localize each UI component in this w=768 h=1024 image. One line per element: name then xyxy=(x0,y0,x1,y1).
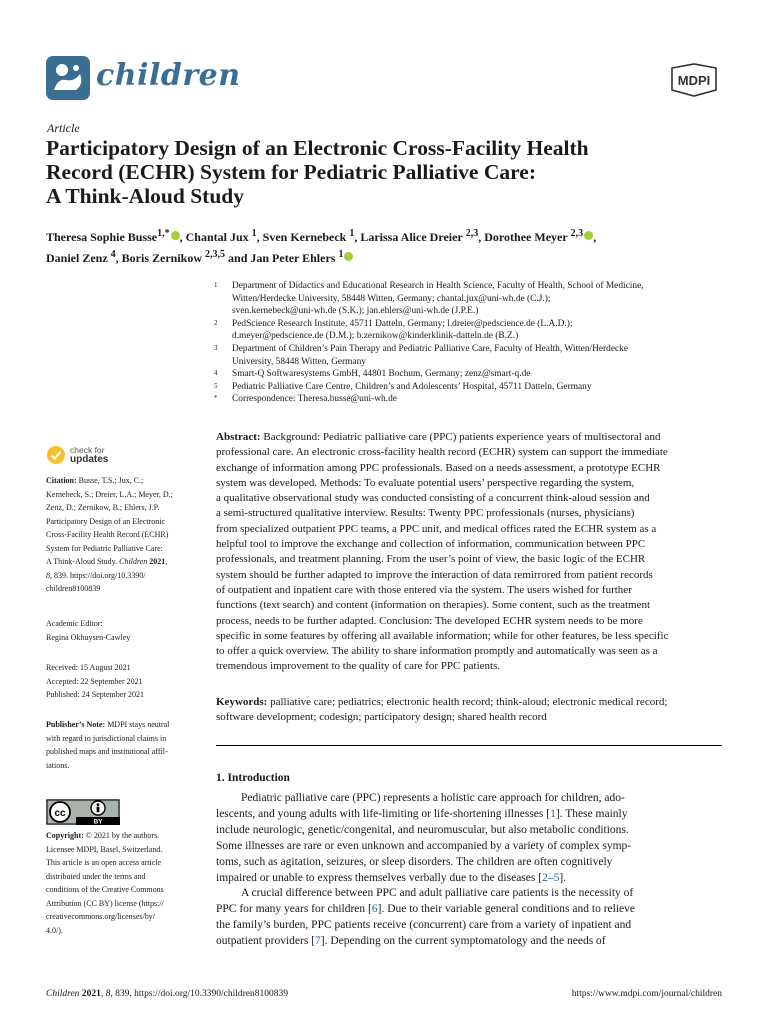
footer-citation: Children 2021, 8, 839. https://doi.org/10.3390/children8100839 xyxy=(46,989,288,999)
author-name[interactable]: , Dorothee Meyer xyxy=(478,230,568,244)
license-link[interactable]: creativecommons.org/licenses/by/ xyxy=(46,912,155,921)
citation-doi-link[interactable]: , 839. https://doi.org/10.3390/ xyxy=(50,570,146,580)
publisher-note: Publisher’s Note: MDPI stays neutral with regard to jurisdictional claims in published maps and institutional affil- iations. xyxy=(46,720,170,770)
author-name[interactable]: , Chantal Jux xyxy=(179,230,249,244)
footer-doi-link[interactable]: , 839. https://doi.org/10.3390/children8100839 xyxy=(110,989,288,999)
section-divider xyxy=(216,745,722,746)
citation-block: Citation: Busse, T.S.; Jux, C.; Kernebeck, S.; Dreier, L.A.; Meyer, D.; Zenz, D.; Zernikow, B.; Ehlers, J.P. Participatory Design of an Electronic Cross-Facility Health Record (ECHR) System for Pediatric Palliative Care: A Think-Aloud Study. Children 2021, 8, 839. https://doi.org/10.3390/ children8100839 xyxy=(46,474,202,596)
affiliation-item: 1 Department of Didactics and Educational Research in Health Science, Faculty of Health, School of Medicine, Witten/Herdecke University, 58448 Witten, Germany; chantal.jux@uni-wh.de (C.J.); sven.kernebeck@uni-wh.de (S.K.); jan.ehlers@uni-wh.de (J.P.E.) xyxy=(214,281,644,317)
citation-doi-link[interactable]: children8100839 xyxy=(46,584,101,593)
check-for-updates-button[interactable]: check for updates xyxy=(46,444,166,468)
reference-link[interactable]: 6 xyxy=(371,903,378,916)
author-list: Theresa Sophie Busse$^{1,*}$ , Chantal Jux $^1$, Sven Kernebeck $^1$, Larissa Alice Dreier $^{2,3}$, Dorothee Meyer $^{2,3}$ , Daniel Zenz $^4$, Boris Zernikow $^{2,3,5}$ and Jan Peter Ehlers $^1$ xyxy=(46,228,597,265)
journal-name: children xyxy=(96,58,241,93)
affiliations xyxy=(214,280,734,406)
correspondence: * Correspondence: Theresa.busse@uni-wh.de xyxy=(214,394,397,405)
svg-text:cc: cc xyxy=(54,808,66,819)
license-link[interactable]: Attribution (CC BY) license (https:// xyxy=(46,898,164,908)
journal-logo-icon xyxy=(46,56,90,100)
introduction-body: Pediatric palliative care (PPC) represents a holistic care approach for children, ado- lescents, and young adults with life-limiting or life-shortening illnesses [1]. These mainly include neurologic, genetic/congenital, and neuromuscular, but also metabolic conditions. Some illnesses are rare or even unknown and accompanied by a variety of complex symp- toms, such as agitation, seizures, or sleep disorders. The children are often cognitively impaired or unable to express themselves verbally due to the diseases [2–5]. A crucial difference between PPC and adult palliative care patients is the necessity of PPC for many years for children [6]. Due to their variable general conditions and to relieve the family’s burden, PPC patients receive (concurrent) care from a variety of inpatient and outpatient providers [7]. Depending on the current symptomatology and the needs of xyxy=(216,792,635,948)
author-name[interactable]: Theresa Sophie Busse xyxy=(46,230,158,244)
published-date: Published: 24 September 2021 xyxy=(46,690,144,699)
keywords: Keywords: palliative care; pediatrics; electronic health record; think-aloud; electronic medical record; software development; codesign; participatory design; shared health record xyxy=(216,696,668,724)
affiliation-item: 4 Smart-Q Softwaresystems GmbH, 44801 Bochum, Germany; zenz@smart-q.de xyxy=(214,369,531,380)
publisher-logo-icon xyxy=(666,62,722,98)
accepted-date: Accepted: 22 September 2021 xyxy=(46,676,143,686)
author-name[interactable]: Daniel Zenz xyxy=(46,251,108,265)
svg-text:BY: BY xyxy=(93,818,103,825)
author-name[interactable]: , Sven Kernebeck xyxy=(256,230,347,244)
orcid-icon[interactable] xyxy=(344,252,353,261)
reference-link[interactable]: 1 xyxy=(550,807,556,820)
orcid-icon[interactable] xyxy=(584,231,593,240)
received-date: Received: 15 August 2021 xyxy=(46,663,131,672)
article-title xyxy=(46,136,726,208)
reference-link[interactable]: 2–5 xyxy=(542,871,560,884)
affiliation-item: 5 Pediatric Palliative Care Centre, Children’s and Adolescents’ Hospital, 45711 Datteln, Germany xyxy=(214,381,592,392)
section-heading: 1. Introduction xyxy=(216,772,290,784)
check-updates-icon xyxy=(46,445,66,465)
title-line: A Think-Aloud Study xyxy=(46,184,244,208)
academic-editor: Academic Editor: Regina Okhuysen-Cawley xyxy=(46,619,131,642)
keywords-label: Keywords: xyxy=(216,696,268,708)
abstract-label: Abstract: xyxy=(216,431,261,443)
article-type: Article xyxy=(47,121,80,135)
author-name[interactable]: , Larissa Alice Dreier xyxy=(354,230,463,244)
affiliation-item: 3 Department of Children’s Pain Therapy and Pediatric Palliative Care, Faculty of Health, Witten/Herdecke University, 58448 Witten, Germany xyxy=(214,343,629,367)
affiliation-item: 2 PedScience Research Institute, 45711 Datteln, Germany; l.dreier@pedscience.de (L.A.D.); d.meyer@pedscience.de (D.M.); b.zernikow@kinderklinik-datteln.de (B.Z.) xyxy=(214,318,573,342)
title-line: Participatory Design of an Electronic Cross-Facility Health xyxy=(46,136,589,160)
cc-by-license-icon[interactable] xyxy=(46,799,120,825)
copyright-block: Copyright: © 2021 by the authors. Licensee MDPI, Basel, Switzerland. This article is an open access article distributed under the terms and conditions of the Creative Commons Attribution (CC BY) license (https:// creativecommons.org/licenses/by/ 4.0/). xyxy=(46,829,202,937)
title-line: Record (ECHR) System for Pediatric Palliative Care: xyxy=(46,160,536,184)
author-name[interactable]: , Boris Zernikow xyxy=(115,251,203,265)
footer-journal-url[interactable]: https://www.mdpi.com/journal/children xyxy=(571,989,722,999)
abstract: Abstract: Background: Pediatric palliative care (PPC) patients experience years of multisectoral and professional care. An electronic cross-facility health record (ECHR) system can support the immediate exchange of information among PPC professionals. Based on a needs assessment, a prototype ECHR system was developed. Methods: To evaluate potential users’ perspective regarding the system, a qualitative observational study was conducted consisting of a concurrent think-aloud session and a semi-structured qualitative interview. Results: Twenty PPC professionals (nurses, physicians) from specialized outpatient PPC teams, a PPC unit, and medical offices rated the ECHR system as a helpful tool to improve the exchange and collection of information, communication between PPC professionals, and treatment planning. From the user’s point of view, the basic logic of the ECHR system should be further adapted to improve the interaction of data remirrored from patient records of outpatient and inpatient care with those entered via the system. The users wished for further functions (text search) and content (information on therapies). Some content, such as the treatment process, needs to be further adapted. Conclusion: The developed ECHR system needs to be more specific in some features by offering all available information; while for other features, be less specific to offer a quick overview. The ability to share information promptly and automatically was seen as a tremendous improvement to the quality of care for PPC patients. xyxy=(216,431,669,673)
svg-text:MDPI: MDPI xyxy=(677,73,711,88)
orcid-icon[interactable] xyxy=(171,231,180,240)
publication-dates xyxy=(46,661,202,702)
reference-link[interactable]: 7 xyxy=(315,935,321,948)
license-link[interactable]: 4.0/). xyxy=(46,925,63,935)
author-name[interactable]: and Jan Peter Ehlers xyxy=(225,251,336,265)
